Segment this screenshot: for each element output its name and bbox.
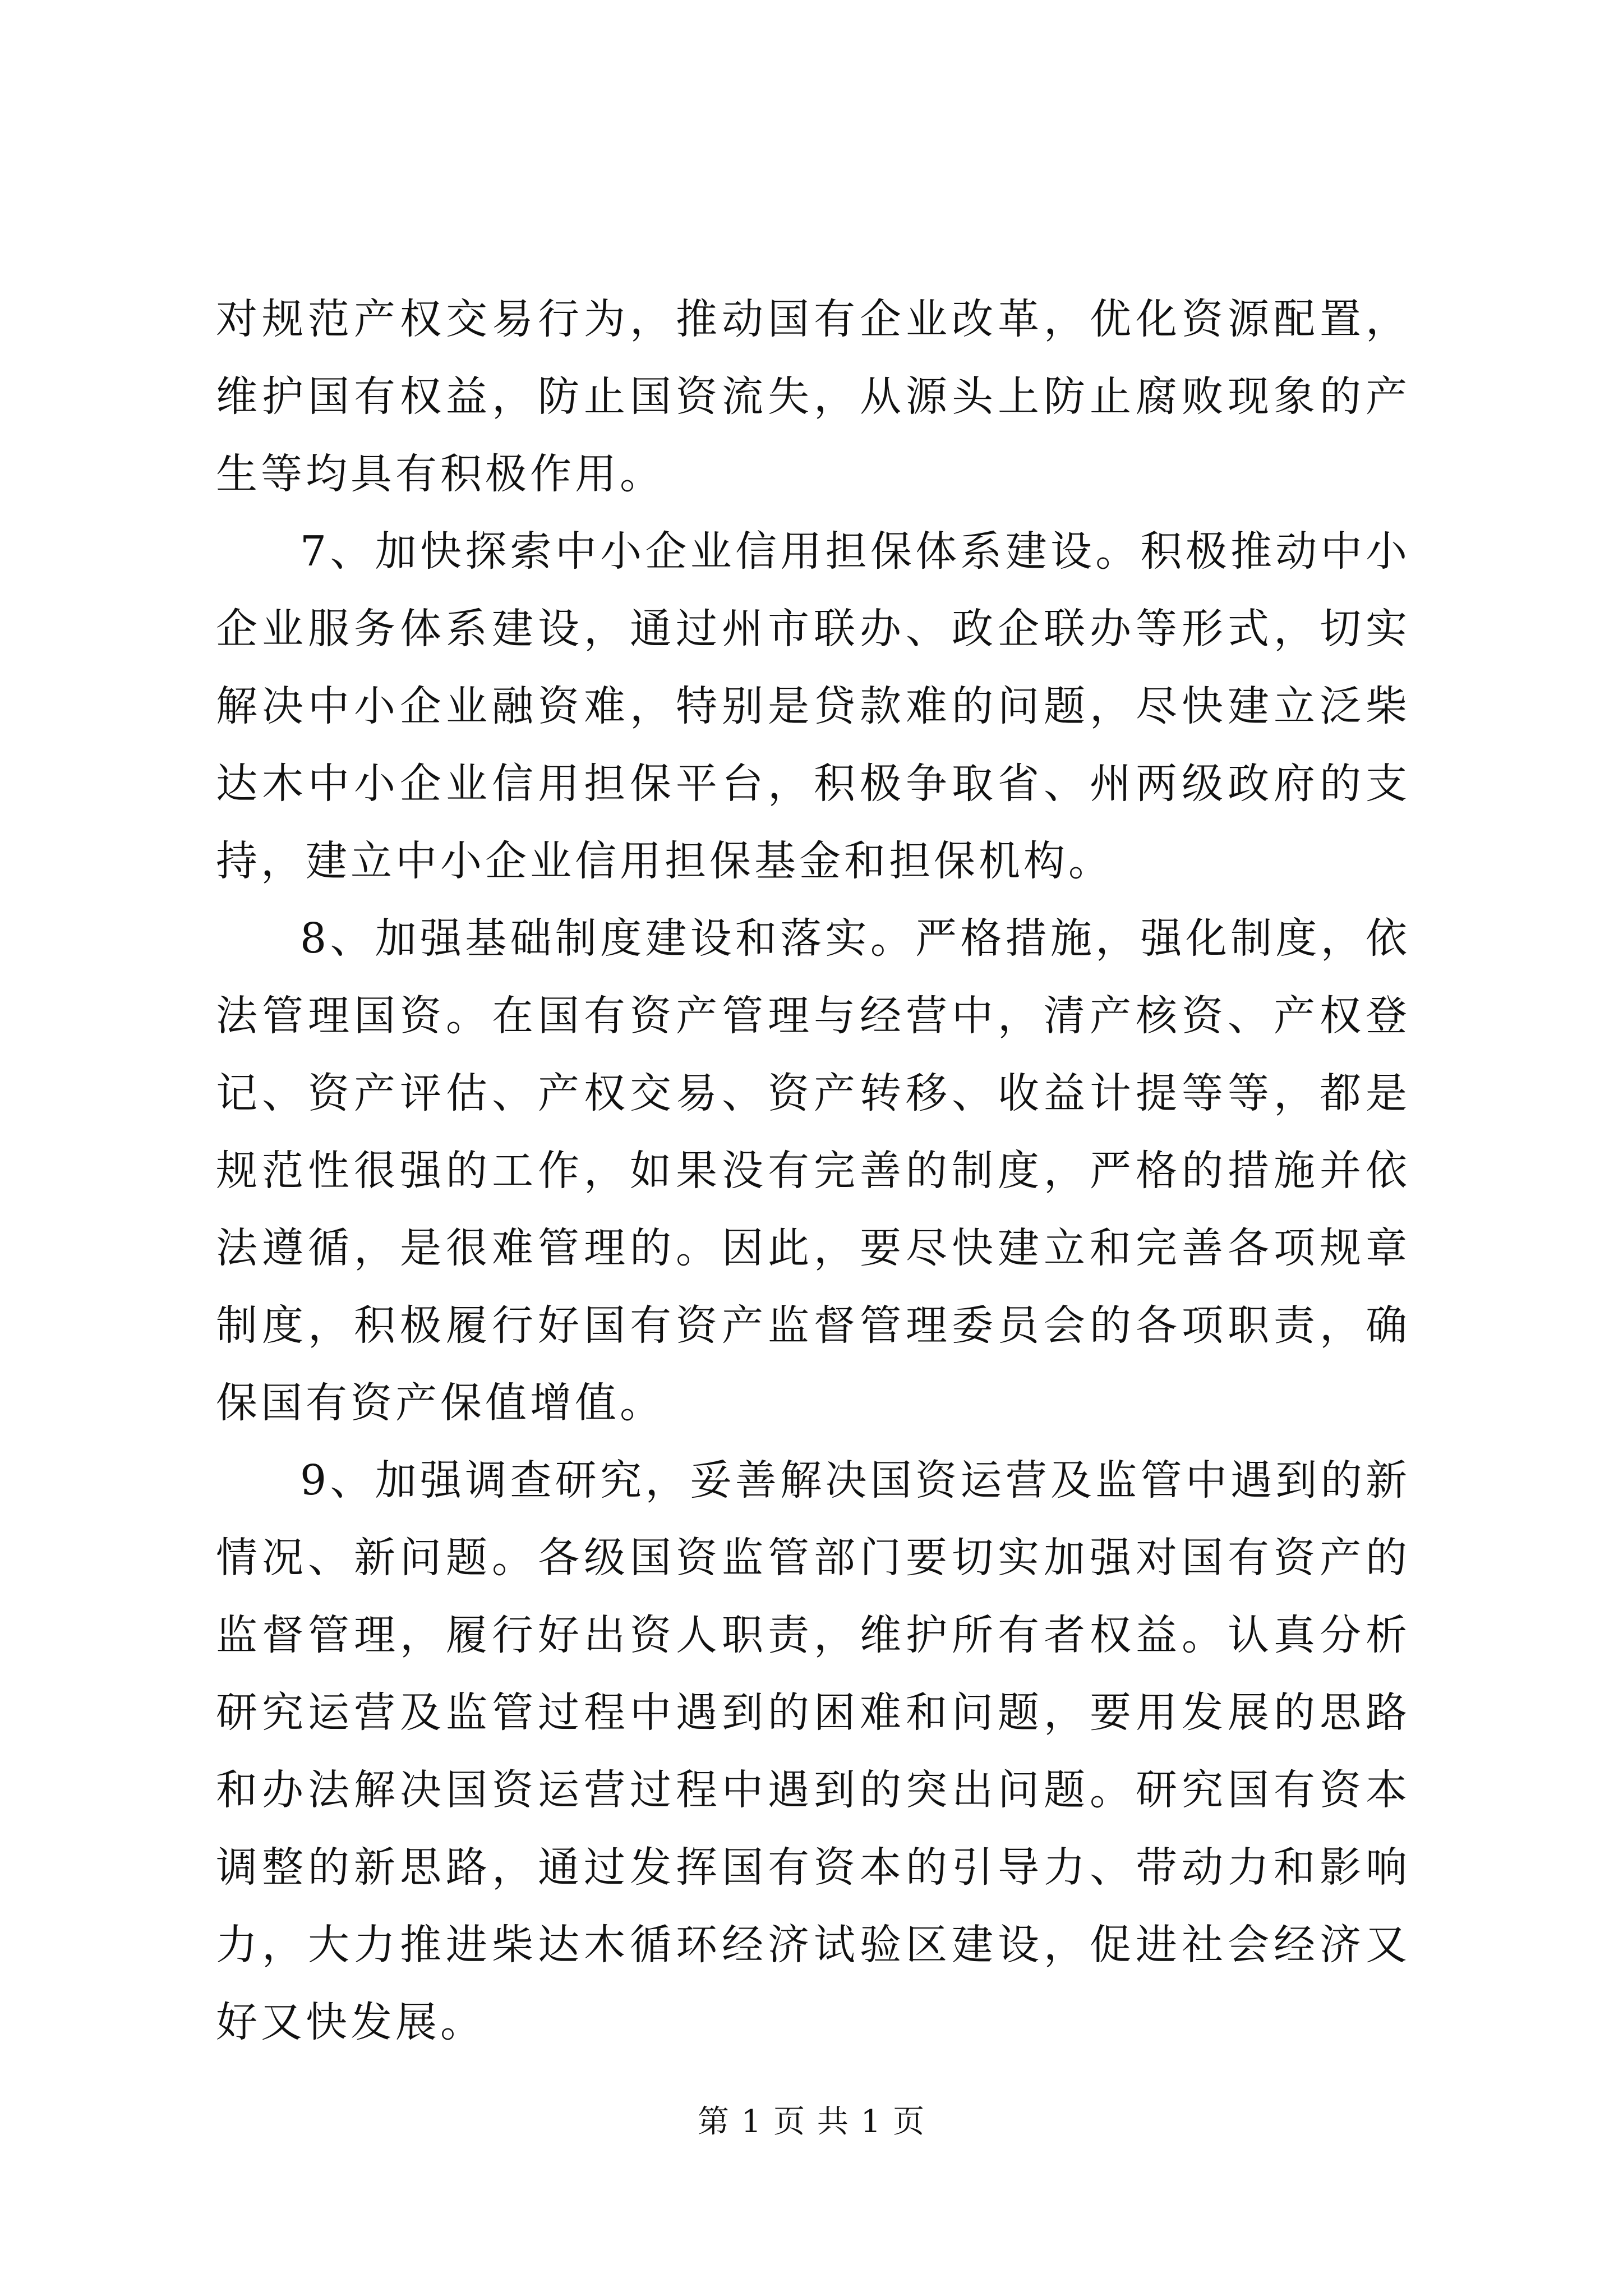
document-body <box>216 280 1410 2061</box>
paragraph-item-8: 8、加强基础制度建设和落实。严格措施，强化制度，依法管理国资。在国有资产管理与经营中，清产核资、产权登记、资产评估、产权交易、资产转移、收益计提等等，都是规范性很强的工作，如果没有完善的制度，严格的措施并依法遵循，是很难管理的。因此，要尽快建立和完善各项规章制度，积极履行好国有资产监督管理委员会的各项职责，确保国有资产保值增值。 <box>216 914 1410 1427</box>
paragraph-continuation: 对规范产权交易行为，推动国有企业改革，优化资源配置，维护国有权益，防止国资流失，从源头上防止腐败现象的产生等均具有积极作用。 <box>216 295 1410 498</box>
paragraph-item-7: 7、加快探索中小企业信用担保体系建设。积极推动中小企业服务体系建设，通过州市联办、政企联办等形式，切实解决中小企业融资难，特别是贷款难的问题，尽快建立泛柴达木中小企业信用担保平台，积极争取省、州两级政府的支持，建立中小企业信用担保基金和担保机构。 <box>216 527 1410 885</box>
page-number: 第 1 页 共 1 页 <box>697 2104 926 2140</box>
page-footer <box>0 2102 1623 2142</box>
paragraph-item-9: 9、加强调查研究，妥善解决国资运营及监管中遇到的新情况、新问题。各级国资监管部门要切实加强对国有资产的监督管理，履行好出资人职责，维护所有者权益。认真分析研究运营及监管过程中遇到的困难和问题，要用发展的思路和办法解决国资运营过程中遇到的突出问题。研究国有资本调整的新思路，通过发挥国有资本的引导力、带动力和影响力，大力推进柴达木循环经济试验区建设，促进社会经济又好又快发展。 <box>216 1456 1410 2046</box>
